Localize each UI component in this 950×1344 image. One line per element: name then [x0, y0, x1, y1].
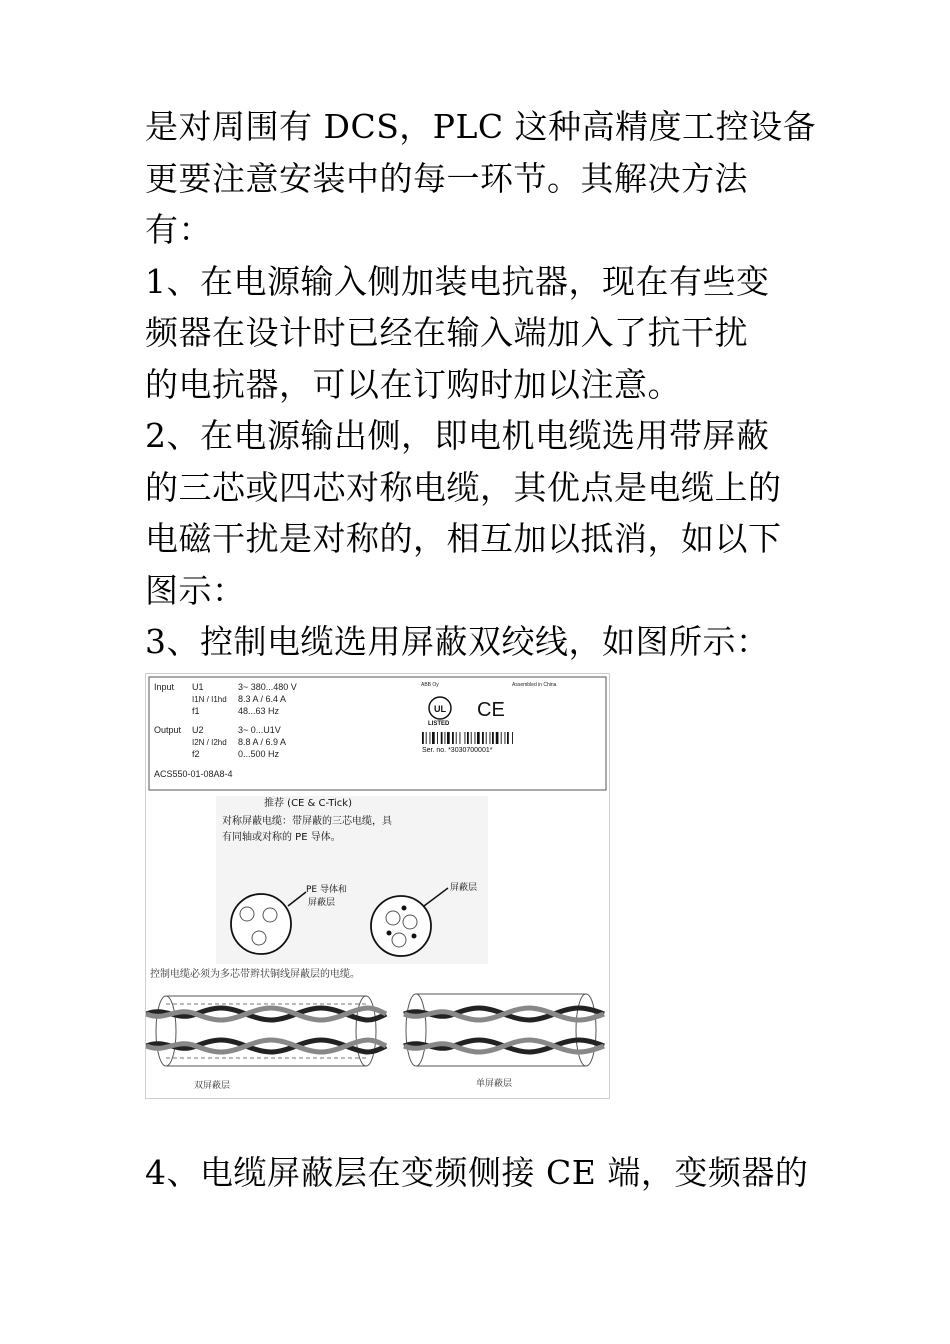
output-label: Output — [154, 725, 182, 735]
text-line: 1、在电源输入侧加装电抗器，现在有些变 — [145, 261, 770, 301]
u1-label: U1 — [192, 682, 204, 692]
text-line: 3、控制电缆选用屏蔽双绞线，如图所示： — [145, 622, 770, 661]
ul-mark: UL — [434, 704, 446, 714]
paragraphs-top — [145, 101, 815, 668]
f2-label: f2 — [192, 749, 200, 759]
u2-label: U2 — [192, 725, 204, 735]
input-label: Input — [154, 682, 175, 692]
double-shield-label: 双屏蔽层 — [194, 1081, 231, 1091]
recommend-title: 推荐 (CE & C-Tick) — [264, 798, 352, 809]
single-shield-label: 单屏蔽层 — [476, 1079, 513, 1089]
i2-value: 8.8 A / 6.9 A — [238, 737, 287, 747]
serial-number: Ser. no. *3030700001* — [422, 747, 493, 754]
u1-value: 3~ 380...480 V — [238, 682, 297, 692]
ce-mark-icon: CE — [477, 699, 505, 721]
text-line: 图示： — [145, 570, 246, 610]
text-line: 频器在设计时已经在输入端加入了抗干扰 — [145, 313, 748, 352]
model-number: ACS550-01-08A8-4 — [154, 769, 233, 779]
shield-label: 屏蔽层 — [450, 883, 478, 893]
recommend-line2: 有同轴或对称的 PE 导体。 — [222, 832, 341, 843]
i1-label: I1N / I1hd — [192, 695, 227, 704]
f1-label: f1 — [192, 706, 200, 716]
text-line: 4、电缆屏蔽层在变频侧接 CE 端，变频器的 — [145, 1153, 809, 1192]
f1-value: 48...63 Hz — [238, 706, 280, 716]
text-line: 的电抗器，可以在订购时加以注意。 — [145, 364, 681, 404]
i1-value: 8.3 A / 6.4 A — [238, 694, 287, 704]
i2-label: I2N / I2hd — [192, 738, 227, 747]
assembled-in: Assembled in China — [512, 682, 557, 688]
maker-name: ABB Oy — [421, 682, 439, 688]
pe-label: PE 导体和 — [306, 885, 347, 895]
figure-svg — [146, 674, 609, 1098]
pe-label-2: 屏蔽层 — [308, 898, 336, 908]
single-shield-cable-icon — [404, 994, 604, 1066]
text-line: 更要注意安装中的每一环节。其解决方法 — [145, 158, 748, 198]
cable-figure — [145, 673, 610, 1099]
text-line: 的三芯或四芯对称电缆，其优点是电缆上的 — [145, 467, 782, 507]
text-line: 2、在电源输出侧，即电机电缆选用带屏蔽 — [145, 416, 770, 455]
recommend-line1: 对称屏蔽电缆：带屏蔽的三芯电缆，具 — [222, 816, 392, 827]
text-line: 是对周围有 DCS，PLC 这种高精度工控设备 — [145, 107, 817, 146]
u2-value: 3~ 0...U1V — [238, 725, 281, 735]
listed-text: LISTED — [428, 721, 450, 727]
double-shield-cable-icon — [146, 996, 386, 1066]
text-line: 有： — [145, 210, 212, 249]
f2-value: 0...500 Hz — [238, 749, 280, 759]
paragraph-bottom — [145, 1147, 815, 1199]
control-cable-note: 控制电缆必须为多芯带辫状铜线屏蔽层的电缆。 — [150, 969, 360, 980]
text-line: 电磁干扰是对称的，相互加以抵消，如以下 — [145, 519, 782, 558]
